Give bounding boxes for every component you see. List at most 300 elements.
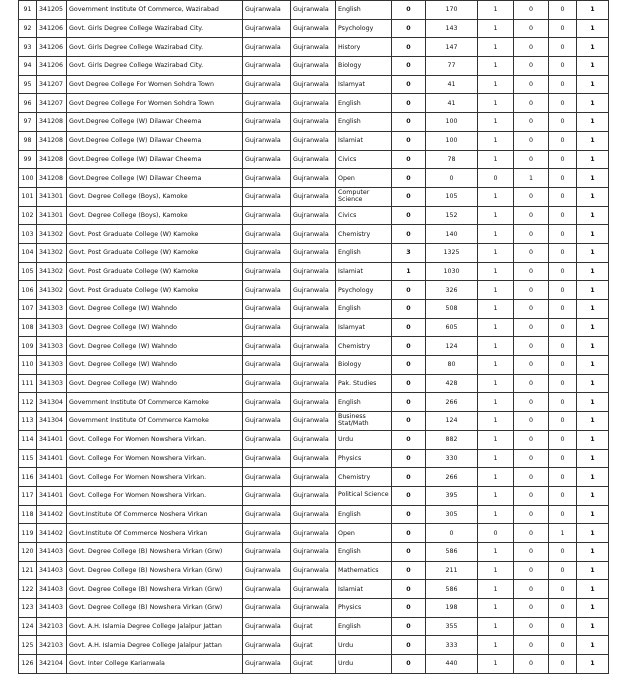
value-c-cell: 1: [478, 505, 514, 524]
college-name-cell: Govt.Degree College (W) Dilawar Cheema: [67, 113, 243, 132]
college-name-cell: Govt. College For Women Nowshera Virkan.: [67, 468, 243, 487]
value-e-cell: 0: [549, 225, 577, 244]
value-e-cell: 0: [549, 150, 577, 169]
district-cell: Gujranwala: [243, 468, 291, 487]
value-b-cell: 305: [426, 505, 478, 524]
value-f-cell: 1: [577, 524, 609, 543]
district-cell: Gujranwala: [243, 599, 291, 618]
serial-cell: 94: [19, 57, 37, 76]
college-name-cell: Govt. Post Graduate College (W) Kamoke: [67, 225, 243, 244]
value-a-cell: 0: [392, 617, 426, 636]
serial-cell: 120: [19, 542, 37, 561]
division-cell: Gujranwala: [291, 393, 336, 412]
college-code-cell: 341403: [37, 561, 67, 580]
value-b-cell: 198: [426, 599, 478, 618]
subject-cell: Political Science: [336, 486, 392, 505]
serial-cell: 100: [19, 169, 37, 188]
value-e-cell: 0: [549, 430, 577, 449]
value-f-cell: 1: [577, 1, 609, 20]
district-cell: Gujranwala: [243, 318, 291, 337]
value-f-cell: 1: [577, 542, 609, 561]
value-f-cell: 1: [577, 281, 609, 300]
value-e-cell: 0: [549, 19, 577, 38]
table-row: [19, 113, 609, 132]
value-d-cell: 0: [514, 412, 549, 431]
district-cell: Gujranwala: [243, 617, 291, 636]
division-cell: Gujranwala: [291, 374, 336, 393]
value-c-cell: 1: [478, 655, 514, 674]
subject-cell: Islamiat: [336, 580, 392, 599]
value-f-cell: 1: [577, 599, 609, 618]
college-name-cell: Govt. Inter College Karianwala: [67, 655, 243, 674]
value-b-cell: 330: [426, 449, 478, 468]
value-a-cell: 0: [392, 505, 426, 524]
district-cell: Gujranwala: [243, 580, 291, 599]
college-code-cell: 341206: [37, 19, 67, 38]
college-name-cell: Govt. Post Graduate College (W) Kamoke: [67, 262, 243, 281]
division-cell: Gujranwala: [291, 542, 336, 561]
district-cell: Gujranwala: [243, 113, 291, 132]
value-d-cell: 0: [514, 318, 549, 337]
value-f-cell: 1: [577, 318, 609, 337]
value-a-cell: 0: [392, 1, 426, 20]
value-c-cell: 1: [478, 412, 514, 431]
subject-cell: Psychology: [336, 281, 392, 300]
value-a-cell: 0: [392, 412, 426, 431]
district-cell: Gujranwala: [243, 131, 291, 150]
value-c-cell: 1: [478, 374, 514, 393]
division-cell: Gujranwala: [291, 561, 336, 580]
value-a-cell: 0: [392, 206, 426, 225]
value-c-cell: 1: [478, 337, 514, 356]
value-a-cell: 0: [392, 300, 426, 319]
serial-cell: 116: [19, 468, 37, 487]
table-row: [19, 655, 609, 674]
value-a-cell: 0: [392, 356, 426, 375]
table-row: [19, 505, 609, 524]
division-cell: Gujranwala: [291, 131, 336, 150]
division-cell: Gujranwala: [291, 169, 336, 188]
college-name-cell: Govt. A.H. Islamia Degree College Jalalpur Jattan: [67, 617, 243, 636]
college-code-cell: 341206: [37, 57, 67, 76]
value-c-cell: 1: [478, 225, 514, 244]
value-b-cell: 1325: [426, 243, 478, 262]
value-a-cell: 0: [392, 524, 426, 543]
serial-cell: 104: [19, 243, 37, 262]
district-cell: Gujranwala: [243, 19, 291, 38]
value-e-cell: 0: [549, 337, 577, 356]
table-row: [19, 187, 609, 206]
district-cell: Gujranwala: [243, 150, 291, 169]
serial-cell: 93: [19, 38, 37, 57]
subject-cell: Pak. Studies: [336, 374, 392, 393]
serial-cell: 114: [19, 430, 37, 449]
serial-cell: 113: [19, 412, 37, 431]
subject-cell: Mathematics: [336, 561, 392, 580]
table-row: [19, 636, 609, 655]
value-b-cell: 140: [426, 225, 478, 244]
college-code-cell: 341403: [37, 580, 67, 599]
college-code-cell: 341304: [37, 412, 67, 431]
serial-cell: 98: [19, 131, 37, 150]
district-cell: Gujranwala: [243, 243, 291, 262]
division-cell: Gujranwala: [291, 150, 336, 169]
district-cell: Gujranwala: [243, 430, 291, 449]
value-b-cell: 41: [426, 75, 478, 94]
division-cell: Gujranwala: [291, 113, 336, 132]
value-b-cell: 605: [426, 318, 478, 337]
value-b-cell: 586: [426, 542, 478, 561]
table-row: [19, 449, 609, 468]
value-b-cell: 100: [426, 131, 478, 150]
value-f-cell: 1: [577, 19, 609, 38]
college-code-cell: 341207: [37, 94, 67, 113]
value-c-cell: 1: [478, 356, 514, 375]
table-row: [19, 169, 609, 188]
district-cell: Gujranwala: [243, 337, 291, 356]
value-d-cell: 0: [514, 94, 549, 113]
subject-cell: English: [336, 505, 392, 524]
division-cell: Gujranwala: [291, 356, 336, 375]
division-cell: Gujrat: [291, 655, 336, 674]
college-name-cell: Govt. Degree College (B) Nowshera Virkan (Grw): [67, 599, 243, 618]
college-name-cell: Govt. Degree College (B) Nowshera Virkan (Grw): [67, 580, 243, 599]
college-name-cell: Govt. College For Women Nowshera Virkan.: [67, 449, 243, 468]
value-f-cell: 1: [577, 300, 609, 319]
division-cell: Gujranwala: [291, 262, 336, 281]
serial-cell: 97: [19, 113, 37, 132]
value-d-cell: 0: [514, 356, 549, 375]
district-cell: Gujranwala: [243, 1, 291, 20]
value-c-cell: 1: [478, 1, 514, 20]
value-e-cell: 0: [549, 169, 577, 188]
college-name-cell: Govt. Girls Degree College Wazirabad City.: [67, 19, 243, 38]
value-e-cell: 0: [549, 655, 577, 674]
serial-cell: 124: [19, 617, 37, 636]
district-cell: Gujranwala: [243, 75, 291, 94]
value-e-cell: 0: [549, 262, 577, 281]
value-b-cell: 428: [426, 374, 478, 393]
value-f-cell: 1: [577, 225, 609, 244]
value-d-cell: 0: [514, 449, 549, 468]
college-name-cell: Govt.Degree College (W) Dilawar Cheema: [67, 169, 243, 188]
value-d-cell: 0: [514, 337, 549, 356]
value-c-cell: 1: [478, 486, 514, 505]
table-row: [19, 262, 609, 281]
value-f-cell: 1: [577, 94, 609, 113]
value-d-cell: 0: [514, 524, 549, 543]
value-b-cell: 508: [426, 300, 478, 319]
value-b-cell: 333: [426, 636, 478, 655]
value-b-cell: 440: [426, 655, 478, 674]
subject-cell: English: [336, 617, 392, 636]
subject-cell: Biology: [336, 356, 392, 375]
college-name-cell: Govt Degree College For Women Sohdra Town: [67, 75, 243, 94]
serial-cell: 119: [19, 524, 37, 543]
value-a-cell: 0: [392, 449, 426, 468]
division-cell: Gujranwala: [291, 225, 336, 244]
value-a-cell: 0: [392, 468, 426, 487]
division-cell: Gujranwala: [291, 187, 336, 206]
value-e-cell: 0: [549, 617, 577, 636]
value-a-cell: 3: [392, 243, 426, 262]
value-a-cell: 0: [392, 636, 426, 655]
value-a-cell: 0: [392, 38, 426, 57]
subject-cell: Computer Science: [336, 187, 392, 206]
value-d-cell: 0: [514, 486, 549, 505]
value-a-cell: 0: [392, 57, 426, 76]
value-b-cell: 0: [426, 169, 478, 188]
subject-cell: Islamyat: [336, 318, 392, 337]
value-d-cell: 1: [514, 169, 549, 188]
value-e-cell: 0: [549, 468, 577, 487]
value-f-cell: 1: [577, 187, 609, 206]
value-f-cell: 1: [577, 356, 609, 375]
college-code-cell: 341302: [37, 225, 67, 244]
value-d-cell: 0: [514, 374, 549, 393]
serial-cell: 118: [19, 505, 37, 524]
district-cell: Gujranwala: [243, 561, 291, 580]
table-row: [19, 206, 609, 225]
subject-cell: Physics: [336, 449, 392, 468]
college-name-cell: Govt. Degree College (W) Wahndo: [67, 337, 243, 356]
value-a-cell: 0: [392, 131, 426, 150]
college-name-cell: Govt. Degree College (B) Nowshera Virkan (Grw): [67, 542, 243, 561]
division-cell: Gujranwala: [291, 580, 336, 599]
college-name-cell: Govt. Degree College (W) Wahndo: [67, 356, 243, 375]
value-c-cell: 1: [478, 187, 514, 206]
value-a-cell: 0: [392, 113, 426, 132]
college-code-cell: 341401: [37, 430, 67, 449]
serial-cell: 106: [19, 281, 37, 300]
college-code-cell: 341208: [37, 150, 67, 169]
value-b-cell: 266: [426, 393, 478, 412]
table-row: [19, 1, 609, 20]
college-name-cell: Govt.Degree College (W) Dilawar Cheema: [67, 131, 243, 150]
serial-cell: 122: [19, 580, 37, 599]
college-name-cell: Govt. Post Graduate College (W) Kamoke: [67, 243, 243, 262]
serial-cell: 117: [19, 486, 37, 505]
value-d-cell: 0: [514, 187, 549, 206]
college-name-cell: Govt. Degree College (Boys), Kamoke: [67, 187, 243, 206]
table-row: [19, 374, 609, 393]
value-c-cell: 1: [478, 243, 514, 262]
subject-cell: Civics: [336, 150, 392, 169]
college-code-cell: 341301: [37, 187, 67, 206]
table-row: [19, 561, 609, 580]
serial-cell: 111: [19, 374, 37, 393]
value-b-cell: 0: [426, 524, 478, 543]
value-a-cell: 0: [392, 655, 426, 674]
value-e-cell: 0: [549, 636, 577, 655]
serial-cell: 109: [19, 337, 37, 356]
college-name-cell: Government Institute Of Commerce Kamoke: [67, 412, 243, 431]
college-name-cell: Govt.Degree College (W) Dilawar Cheema: [67, 150, 243, 169]
college-code-cell: 341403: [37, 542, 67, 561]
division-cell: Gujranwala: [291, 19, 336, 38]
value-d-cell: 0: [514, 505, 549, 524]
value-f-cell: 1: [577, 468, 609, 487]
value-b-cell: 355: [426, 617, 478, 636]
subject-cell: Chemistry: [336, 468, 392, 487]
value-c-cell: 1: [478, 262, 514, 281]
subject-cell: Open: [336, 524, 392, 543]
district-cell: Gujranwala: [243, 187, 291, 206]
value-a-cell: 0: [392, 337, 426, 356]
table-row: [19, 580, 609, 599]
division-cell: Gujranwala: [291, 38, 336, 57]
serial-cell: 126: [19, 655, 37, 674]
value-d-cell: 0: [514, 131, 549, 150]
value-f-cell: 1: [577, 150, 609, 169]
value-a-cell: 0: [392, 374, 426, 393]
serial-cell: 95: [19, 75, 37, 94]
district-cell: Gujranwala: [243, 262, 291, 281]
division-cell: Gujranwala: [291, 318, 336, 337]
serial-cell: 115: [19, 449, 37, 468]
value-d-cell: 0: [514, 262, 549, 281]
division-cell: Gujranwala: [291, 1, 336, 20]
college-code-cell: 342104: [37, 655, 67, 674]
value-f-cell: 1: [577, 617, 609, 636]
college-name-cell: Govt Degree College For Women Sohdra Town: [67, 94, 243, 113]
value-b-cell: 100: [426, 113, 478, 132]
college-name-cell: Govt. College For Women Nowshera Virkan.: [67, 430, 243, 449]
table-row: [19, 94, 609, 113]
value-e-cell: 0: [549, 206, 577, 225]
value-c-cell: 1: [478, 94, 514, 113]
division-cell: Gujranwala: [291, 57, 336, 76]
value-f-cell: 1: [577, 486, 609, 505]
college-name-cell: Govt. Degree College (W) Wahndo: [67, 318, 243, 337]
division-cell: Gujranwala: [291, 243, 336, 262]
value-b-cell: 586: [426, 580, 478, 599]
value-c-cell: 1: [478, 38, 514, 57]
value-b-cell: 147: [426, 38, 478, 57]
college-code-cell: 341205: [37, 1, 67, 20]
college-code-cell: 341208: [37, 131, 67, 150]
value-d-cell: 0: [514, 542, 549, 561]
subject-cell: History: [336, 38, 392, 57]
college-code-cell: 341303: [37, 300, 67, 319]
value-d-cell: 0: [514, 206, 549, 225]
value-e-cell: 0: [549, 281, 577, 300]
college-code-cell: 341302: [37, 243, 67, 262]
value-f-cell: 1: [577, 412, 609, 431]
division-cell: Gujranwala: [291, 486, 336, 505]
value-b-cell: 266: [426, 468, 478, 487]
college-name-cell: Govt. Girls Degree College Wazirabad City.: [67, 57, 243, 76]
value-e-cell: 0: [549, 94, 577, 113]
serial-cell: 92: [19, 19, 37, 38]
value-c-cell: 1: [478, 113, 514, 132]
college-code-cell: 341401: [37, 449, 67, 468]
value-b-cell: 77: [426, 57, 478, 76]
value-b-cell: 41: [426, 94, 478, 113]
college-name-cell: Govt. A.H. Islamia Degree College Jalalpur Jattan: [67, 636, 243, 655]
subject-cell: Physics: [336, 599, 392, 618]
district-cell: Gujranwala: [243, 412, 291, 431]
table-row: [19, 225, 609, 244]
value-b-cell: 124: [426, 337, 478, 356]
value-d-cell: 0: [514, 113, 549, 132]
table-row: [19, 75, 609, 94]
value-a-cell: 0: [392, 281, 426, 300]
division-cell: Gujranwala: [291, 412, 336, 431]
value-b-cell: 152: [426, 206, 478, 225]
value-d-cell: 0: [514, 1, 549, 20]
value-c-cell: 1: [478, 449, 514, 468]
value-f-cell: 1: [577, 449, 609, 468]
subject-cell: English: [336, 1, 392, 20]
value-e-cell: 0: [549, 486, 577, 505]
value-c-cell: 1: [478, 599, 514, 618]
value-d-cell: 0: [514, 243, 549, 262]
value-f-cell: 1: [577, 262, 609, 281]
value-d-cell: 0: [514, 300, 549, 319]
serial-cell: 110: [19, 356, 37, 375]
table-row: [19, 281, 609, 300]
college-code-cell: 341207: [37, 75, 67, 94]
college-name-cell: Govt. College For Women Nowshera Virkan.: [67, 486, 243, 505]
subject-cell: Chemistry: [336, 337, 392, 356]
value-d-cell: 0: [514, 281, 549, 300]
value-d-cell: 0: [514, 468, 549, 487]
subject-cell: English: [336, 113, 392, 132]
table-row: [19, 38, 609, 57]
value-d-cell: 0: [514, 393, 549, 412]
value-d-cell: 0: [514, 617, 549, 636]
serial-cell: 121: [19, 561, 37, 580]
college-code-cell: 341302: [37, 281, 67, 300]
subject-cell: English: [336, 243, 392, 262]
value-f-cell: 1: [577, 38, 609, 57]
value-d-cell: 0: [514, 150, 549, 169]
value-c-cell: 1: [478, 580, 514, 599]
value-f-cell: 1: [577, 374, 609, 393]
value-c-cell: 1: [478, 206, 514, 225]
value-e-cell: 0: [549, 243, 577, 262]
subject-cell: Psychology: [336, 19, 392, 38]
college-code-cell: 341401: [37, 468, 67, 487]
value-c-cell: 1: [478, 430, 514, 449]
subject-cell: Islamyat: [336, 75, 392, 94]
subject-cell: Urdu: [336, 636, 392, 655]
district-cell: Gujranwala: [243, 300, 291, 319]
value-a-cell: 0: [392, 580, 426, 599]
value-d-cell: 0: [514, 19, 549, 38]
value-f-cell: 1: [577, 243, 609, 262]
college-code-cell: 341403: [37, 599, 67, 618]
value-a-cell: 0: [392, 486, 426, 505]
value-e-cell: 0: [549, 599, 577, 618]
district-cell: Gujranwala: [243, 393, 291, 412]
value-b-cell: 80: [426, 356, 478, 375]
subject-cell: Biology: [336, 57, 392, 76]
value-c-cell: 1: [478, 561, 514, 580]
value-e-cell: 0: [549, 542, 577, 561]
district-cell: Gujranwala: [243, 169, 291, 188]
value-a-cell: 0: [392, 94, 426, 113]
value-f-cell: 1: [577, 75, 609, 94]
table-row: [19, 243, 609, 262]
value-e-cell: 0: [549, 505, 577, 524]
value-a-cell: 0: [392, 542, 426, 561]
value-e-cell: 0: [549, 1, 577, 20]
college-code-cell: 341206: [37, 38, 67, 57]
value-a-cell: 0: [392, 19, 426, 38]
division-cell: Gujranwala: [291, 430, 336, 449]
